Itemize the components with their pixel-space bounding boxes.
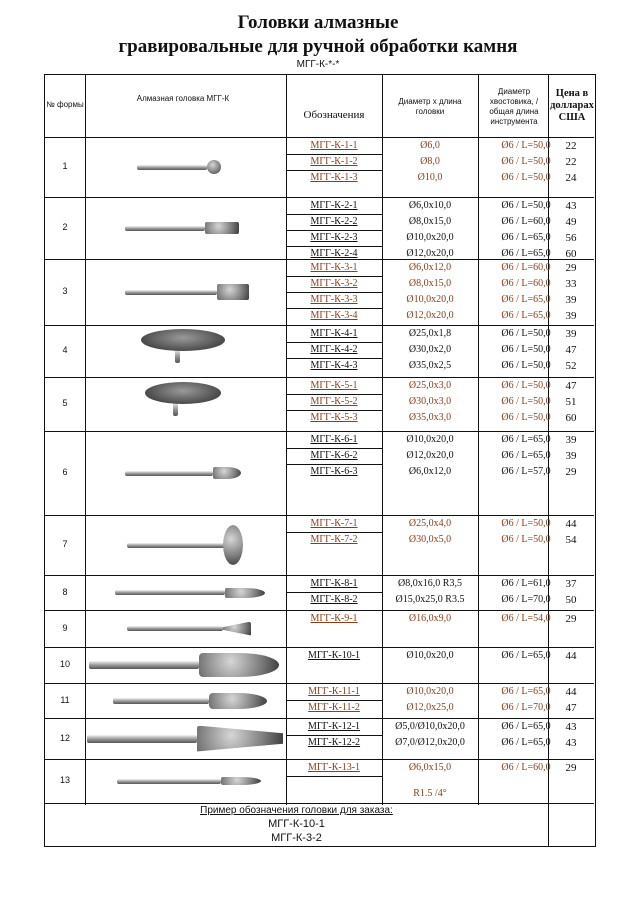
group-divider [45, 515, 594, 516]
designation-code: МГГ-К-4-2 [310, 344, 358, 355]
head-dimensions: Ø12,0x20,0 [406, 248, 454, 259]
price-value: 44 [565, 650, 577, 662]
page-title-line2: гравировальные для ручной обработки камня [118, 36, 518, 57]
price-value: 50 [565, 594, 577, 606]
form-number: 6 [62, 467, 68, 477]
header-shank: Диаметр хвостовика, /общая длина инструмента [489, 87, 539, 126]
designation-code: МГГ-К-2-3 [310, 232, 358, 243]
head-dimensions: Ø8,0 [420, 156, 440, 167]
header-form-no: № формы [46, 100, 84, 109]
group-divider [45, 377, 594, 378]
price-value: 56 [565, 232, 577, 244]
price-value: 47 [565, 344, 577, 356]
shank-dimensions: Ø6 / L=50,0 [501, 344, 551, 355]
designation-code: МГГ-К-12-2 [307, 737, 361, 748]
designation-code: МГГ-К-3-4 [310, 310, 358, 321]
shank-dimensions: Ø6 / L=65,0 [501, 650, 551, 661]
designation-code: МГГ-К-3-3 [310, 294, 358, 305]
group-divider [45, 683, 594, 684]
shank-dimensions: Ø6 / L=65,0 [501, 310, 551, 321]
designation-code: МГГ-К-1-3 [310, 172, 358, 183]
designation-code: МГГ-К-8-1 [310, 578, 358, 589]
designation-code: МГГ-К-2-1 [310, 200, 358, 211]
price-value: 39 [565, 328, 577, 340]
head-dimensions: Ø25,0x4,0 [408, 518, 452, 529]
price-value: 39 [565, 294, 577, 306]
head-dimensions: Ø10,0x20,0 [406, 294, 454, 305]
form-number: 10 [59, 659, 70, 669]
designation-code: МГГ-К-5-2 [310, 396, 358, 407]
shank-dimensions: Ø6 / L=65,0 [501, 232, 551, 243]
head-dimensions: Ø7,0/Ø12,0x20,0 [395, 737, 465, 748]
shank-dimensions: Ø6 / L=50,0 [501, 396, 551, 407]
price-value: 49 [565, 216, 577, 228]
shank-dimensions: Ø6 / L=60,0 [501, 762, 551, 773]
head-dimensions: Ø30,0x5,0 [408, 534, 452, 545]
head-dimensions: Ø10,0x20,0 [406, 686, 454, 697]
designation-code: МГГ-К-8-2 [310, 594, 358, 605]
price-value: 22 [565, 156, 577, 168]
shank-dimensions: Ø6 / L=65,0 [501, 721, 551, 732]
head-dimensions: Ø10,0x20,0 [406, 650, 454, 661]
shank-dimensions: Ø6 / L=50,0 [501, 518, 551, 529]
price-value: 43 [565, 200, 577, 212]
designation-code: МГГ-К-10-1 [307, 650, 361, 661]
head-dimensions: Ø15,0x25,0 R3.5 [395, 594, 465, 605]
form-number: 4 [62, 345, 68, 355]
head-dimensions: Ø12,0x20,0 [406, 450, 454, 461]
designation-code: МГГ-К-6-3 [310, 466, 358, 477]
designation-code: МГГ-К-9-1 [310, 613, 358, 624]
head-dimensions: Ø16,0x9,0 [408, 613, 452, 624]
head-dimensions: Ø12,0x20,0 [406, 310, 454, 321]
form-number: 5 [62, 398, 68, 408]
shank-dimensions: Ø6 / L=54,0 [501, 613, 551, 624]
price-value: 54 [565, 534, 577, 546]
shank-dimensions: Ø6 / L=57,0 [501, 466, 551, 477]
form-number: 7 [62, 539, 68, 549]
shank-dimensions: Ø6 / L=65,0 [501, 294, 551, 305]
head-dimensions: Ø6,0x10,0 [408, 200, 452, 211]
head-dimensions: Ø30,0x2,0 [408, 344, 452, 355]
price-value: 37 [565, 578, 577, 590]
shank-dimensions: Ø6 / L=60,0 [501, 216, 551, 227]
shank-dimensions: Ø6 / L=50,0 [501, 534, 551, 545]
series-code: МГГ-К-*-* [296, 59, 340, 70]
order-example-2: МГГ-К-3-2 [271, 832, 322, 844]
header-price: Цена в долларах США [550, 88, 594, 123]
head-dimensions: Ø8,0x15,0 [408, 216, 452, 227]
head-dimensions: Ø10,0 [417, 172, 443, 183]
head-dimensions: Ø12,0x25,0 [406, 702, 454, 713]
head-dimensions: Ø8,0x15,0 [408, 278, 452, 289]
shank-dimensions: Ø6 / L=65,0 [501, 686, 551, 697]
shank-dimensions: Ø6 / L=50,0 [501, 380, 551, 391]
group-divider [45, 759, 594, 760]
group-divider [45, 259, 594, 260]
form-number: 8 [62, 586, 68, 597]
shank-dimensions: Ø6 / L=50,0 [501, 200, 551, 211]
price-value: 51 [565, 396, 577, 408]
shank-dimensions: Ø6 / L=50,0 [501, 156, 551, 167]
order-example-heading: Пример обозначения головки для заказа: [200, 805, 393, 816]
form-number: 1 [62, 161, 68, 171]
price-value: 29 [565, 466, 577, 478]
form-number: 11 [60, 694, 70, 705]
shank-dimensions: Ø6 / L=61,0 [501, 578, 551, 589]
price-value: 44 [565, 686, 577, 698]
price-value: 39 [565, 450, 577, 462]
group-divider [45, 610, 594, 611]
head-dimensions: Ø10,0x20,0 [406, 232, 454, 243]
form-number: 3 [62, 286, 68, 296]
designation-code: МГГ-К-4-3 [310, 360, 358, 371]
head-dimensions: Ø35,0x3,0 [408, 412, 452, 423]
designation-code: МГГ-К-11-2 [308, 702, 360, 713]
price-value: 47 [565, 702, 577, 714]
designation-code: МГГ-К-1-2 [310, 156, 358, 167]
shank-dimensions: Ø6 / L=65,0 [501, 450, 551, 461]
page-title-line1: Головки алмазные [237, 12, 399, 33]
designation-code: МГГ-К-7-1 [310, 518, 358, 529]
designation-code: МГГ-К-3-1 [310, 262, 358, 273]
head-dimensions: Ø5,0/Ø10,0x20,0 [395, 721, 465, 732]
shank-dimensions: Ø6 / L=65,0 [501, 434, 551, 445]
group-divider [45, 197, 594, 198]
head-dimensions: Ø8,0x16,0 R3,5 [398, 578, 462, 589]
footer-divider [45, 803, 594, 804]
extra-spec: R1.5 /4° [413, 788, 447, 799]
head-dimensions: Ø30,0x3,0 [408, 396, 452, 407]
price-value: 29 [565, 762, 577, 774]
col-divider [85, 75, 86, 805]
price-value: 43 [565, 721, 577, 733]
code-underline-divider [286, 776, 382, 777]
header-diameter: Диаметр х длина головки [398, 97, 462, 116]
shank-dimensions: Ø6 / L=50,0 [501, 172, 551, 183]
group-divider [45, 647, 594, 648]
group-divider [45, 431, 594, 432]
shank-dimensions: Ø6 / L=50,0 [501, 412, 551, 423]
designation-code: МГГ-К-11-1 [308, 686, 360, 697]
shank-dimensions: Ø6 / L=70,0 [501, 594, 551, 605]
form-number: 12 [59, 732, 70, 743]
shank-dimensions: Ø6 / L=60,0 [501, 278, 551, 289]
shank-dimensions: Ø6 / L=50,0 [501, 360, 551, 371]
designation-code: МГГ-К-2-4 [310, 248, 358, 259]
order-example-1: МГГ-К-10-1 [268, 818, 325, 830]
price-table [44, 74, 596, 847]
group-divider [45, 575, 594, 576]
shank-dimensions: Ø6 / L=70,0 [501, 702, 551, 713]
price-value: 44 [565, 518, 577, 530]
group-divider [45, 718, 594, 719]
header-designation: Обозначения [303, 109, 365, 121]
designation-code: МГГ-К-12-1 [307, 721, 361, 732]
head-dimensions: Ø6,0x12,0 [408, 466, 452, 477]
shank-dimensions: Ø6 / L=65,0 [501, 737, 551, 748]
shank-dimensions: Ø6 / L=50,0 [501, 140, 551, 151]
price-value: 29 [565, 262, 577, 274]
price-value: 39 [565, 434, 577, 446]
price-value: 43 [565, 737, 577, 749]
head-dimensions: Ø10,0x20,0 [406, 434, 454, 445]
designation-code: МГГ-К-13-1 [307, 762, 361, 773]
header-head: Алмазная головка МГГ-К [136, 94, 230, 103]
designation-code: МГГ-К-6-2 [310, 450, 358, 461]
head-dimensions: Ø6,0x15,0 [408, 762, 452, 773]
head-dimensions: Ø25,0x3,0 [408, 380, 452, 391]
designation-code: МГГ-К-2-2 [310, 216, 358, 227]
price-value: 47 [565, 380, 577, 392]
designation-code: МГГ-К-7-2 [310, 534, 358, 545]
designation-code: МГГ-К-6-1 [310, 434, 358, 445]
designation-code: МГГ-К-4-1 [310, 328, 358, 339]
group-divider [45, 137, 594, 138]
designation-code: МГГ-К-1-1 [310, 140, 358, 151]
head-dimensions: Ø6,0x12,0 [408, 262, 452, 273]
price-value: 33 [565, 278, 577, 290]
price-value: 52 [565, 360, 577, 372]
form-number: 13 [59, 775, 70, 785]
group-divider [45, 325, 594, 326]
designation-code: МГГ-К-5-1 [310, 380, 358, 391]
price-value: 60 [565, 248, 577, 260]
shank-dimensions: Ø6 / L=60,0 [501, 262, 551, 273]
head-dimensions: Ø6,0 [420, 140, 440, 151]
shank-dimensions: Ø6 / L=65,0 [501, 248, 551, 259]
form-number: 9 [62, 622, 68, 633]
designation-code: МГГ-К-3-2 [310, 278, 358, 289]
head-dimensions: Ø25,0x1,8 [408, 328, 452, 339]
price-value: 22 [565, 140, 577, 152]
price-value: 60 [565, 412, 577, 424]
price-value: 39 [565, 310, 577, 322]
shank-dimensions: Ø6 / L=50,0 [501, 328, 551, 339]
price-value: 24 [565, 172, 577, 184]
designation-code: МГГ-К-5-3 [310, 412, 358, 423]
form-number: 2 [62, 222, 68, 232]
head-dimensions: Ø35,0x2,5 [408, 360, 452, 371]
price-value: 29 [565, 613, 577, 625]
